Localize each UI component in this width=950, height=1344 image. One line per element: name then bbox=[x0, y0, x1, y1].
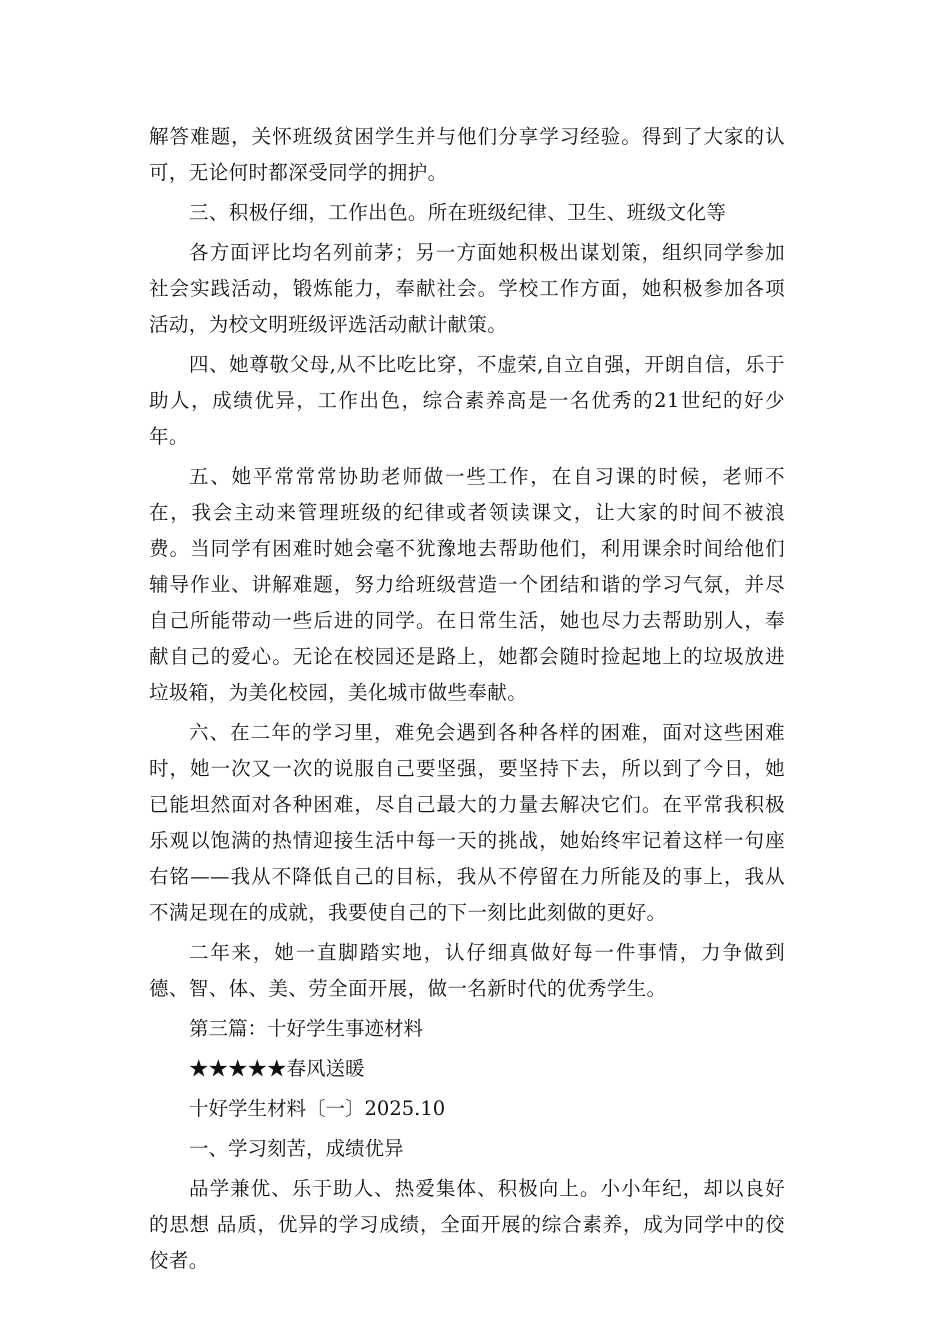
paragraph-section-five: 五、她平常常常协助老师做一些工作，在自习课的时候，老师不在，我会主动来管理班级的纪律或者领读课文，让大家的时间不被浪费。当同学有困难时她会毫不犹豫地去帮助他们，利用课余时间给他们辅导作业、讲解难题，努力给班级营造一个团结和谐的学习气氛，并尽自己所能带动一些后进的同学。在日常生活，她也尽力去帮助别人，奉献自己的爱心。无论在校园还是路上，她都会随时捡起地上的垃圾放进垃圾箱，为美化校园，美化城市做些奉献。 bbox=[149, 465, 785, 704]
paragraph-section-one-body: 品学兼优、乐于助人、热爱集体、积极向上。小小年纪，却以良好的思想 品质，优异的学习成绩，全面开展的综合素养，成为同学中的佼佼者。 bbox=[149, 1177, 785, 1272]
subtitle-stars: ★★★★★春风送暖 bbox=[189, 1057, 365, 1080]
document-body bbox=[149, 119, 785, 1279]
chapter-title: 第三篇：十好学生事迹材料 bbox=[189, 1017, 424, 1040]
paragraph-section-three-heading: 三、积极仔细，工作出色。所在班级纪律、卫生、班级文化等 bbox=[189, 201, 727, 224]
paragraph-section-four: 四、她尊敬父母,从不比吃比穿，不虚荣,自立自强，开朗自信，乐于助人，成绩优异，工作出色，综合素养高是一名优秀的21世纪的好少年。 bbox=[149, 353, 785, 448]
material-heading: 十好学生材料〔一〕2025.10 bbox=[189, 1097, 446, 1120]
section-one-heading: 一、学习刻苦，成绩优异 bbox=[189, 1137, 404, 1160]
paragraph-continuation: 解答难题，关怀班级贫困学生并与他们分享学习经验。得到了大家的认可，无论何时都深受同学的拥护。 bbox=[149, 125, 785, 184]
paragraph-section-three-body: 各方面评比均名列前茅；另一方面她积极出谋划策，组织同学参加社会实践活动，锻炼能力，奉献社会。学校工作方面，她积极参加各项活动，为校文明班级评选活动献计献策。 bbox=[149, 241, 785, 336]
paragraph-summary: 二年来，她一直脚踏实地，认仔细真做好每一件事情，力争做到德、智、体、美、劳全面开展，做一名新时代的优秀学生。 bbox=[149, 941, 785, 1000]
paragraph-section-six: 六、在二年的学习里，难免会遇到各种各样的困难，面对这些困难时，她一次又一次的说服自己要坚强，要坚持下去，所以到了今日，她已能坦然面对各种困难，尽自己最大的力量去解决它们。在平常我积极乐观以饱满的热情迎接生活中每一天的挑战，她始终牢记着这样一句座右铭——我从不降低自己的目标，我从不停留在力所能及的事上，我从不满足现在的成就，我要使自己的下一刻比此刻做的更好。 bbox=[149, 721, 785, 924]
